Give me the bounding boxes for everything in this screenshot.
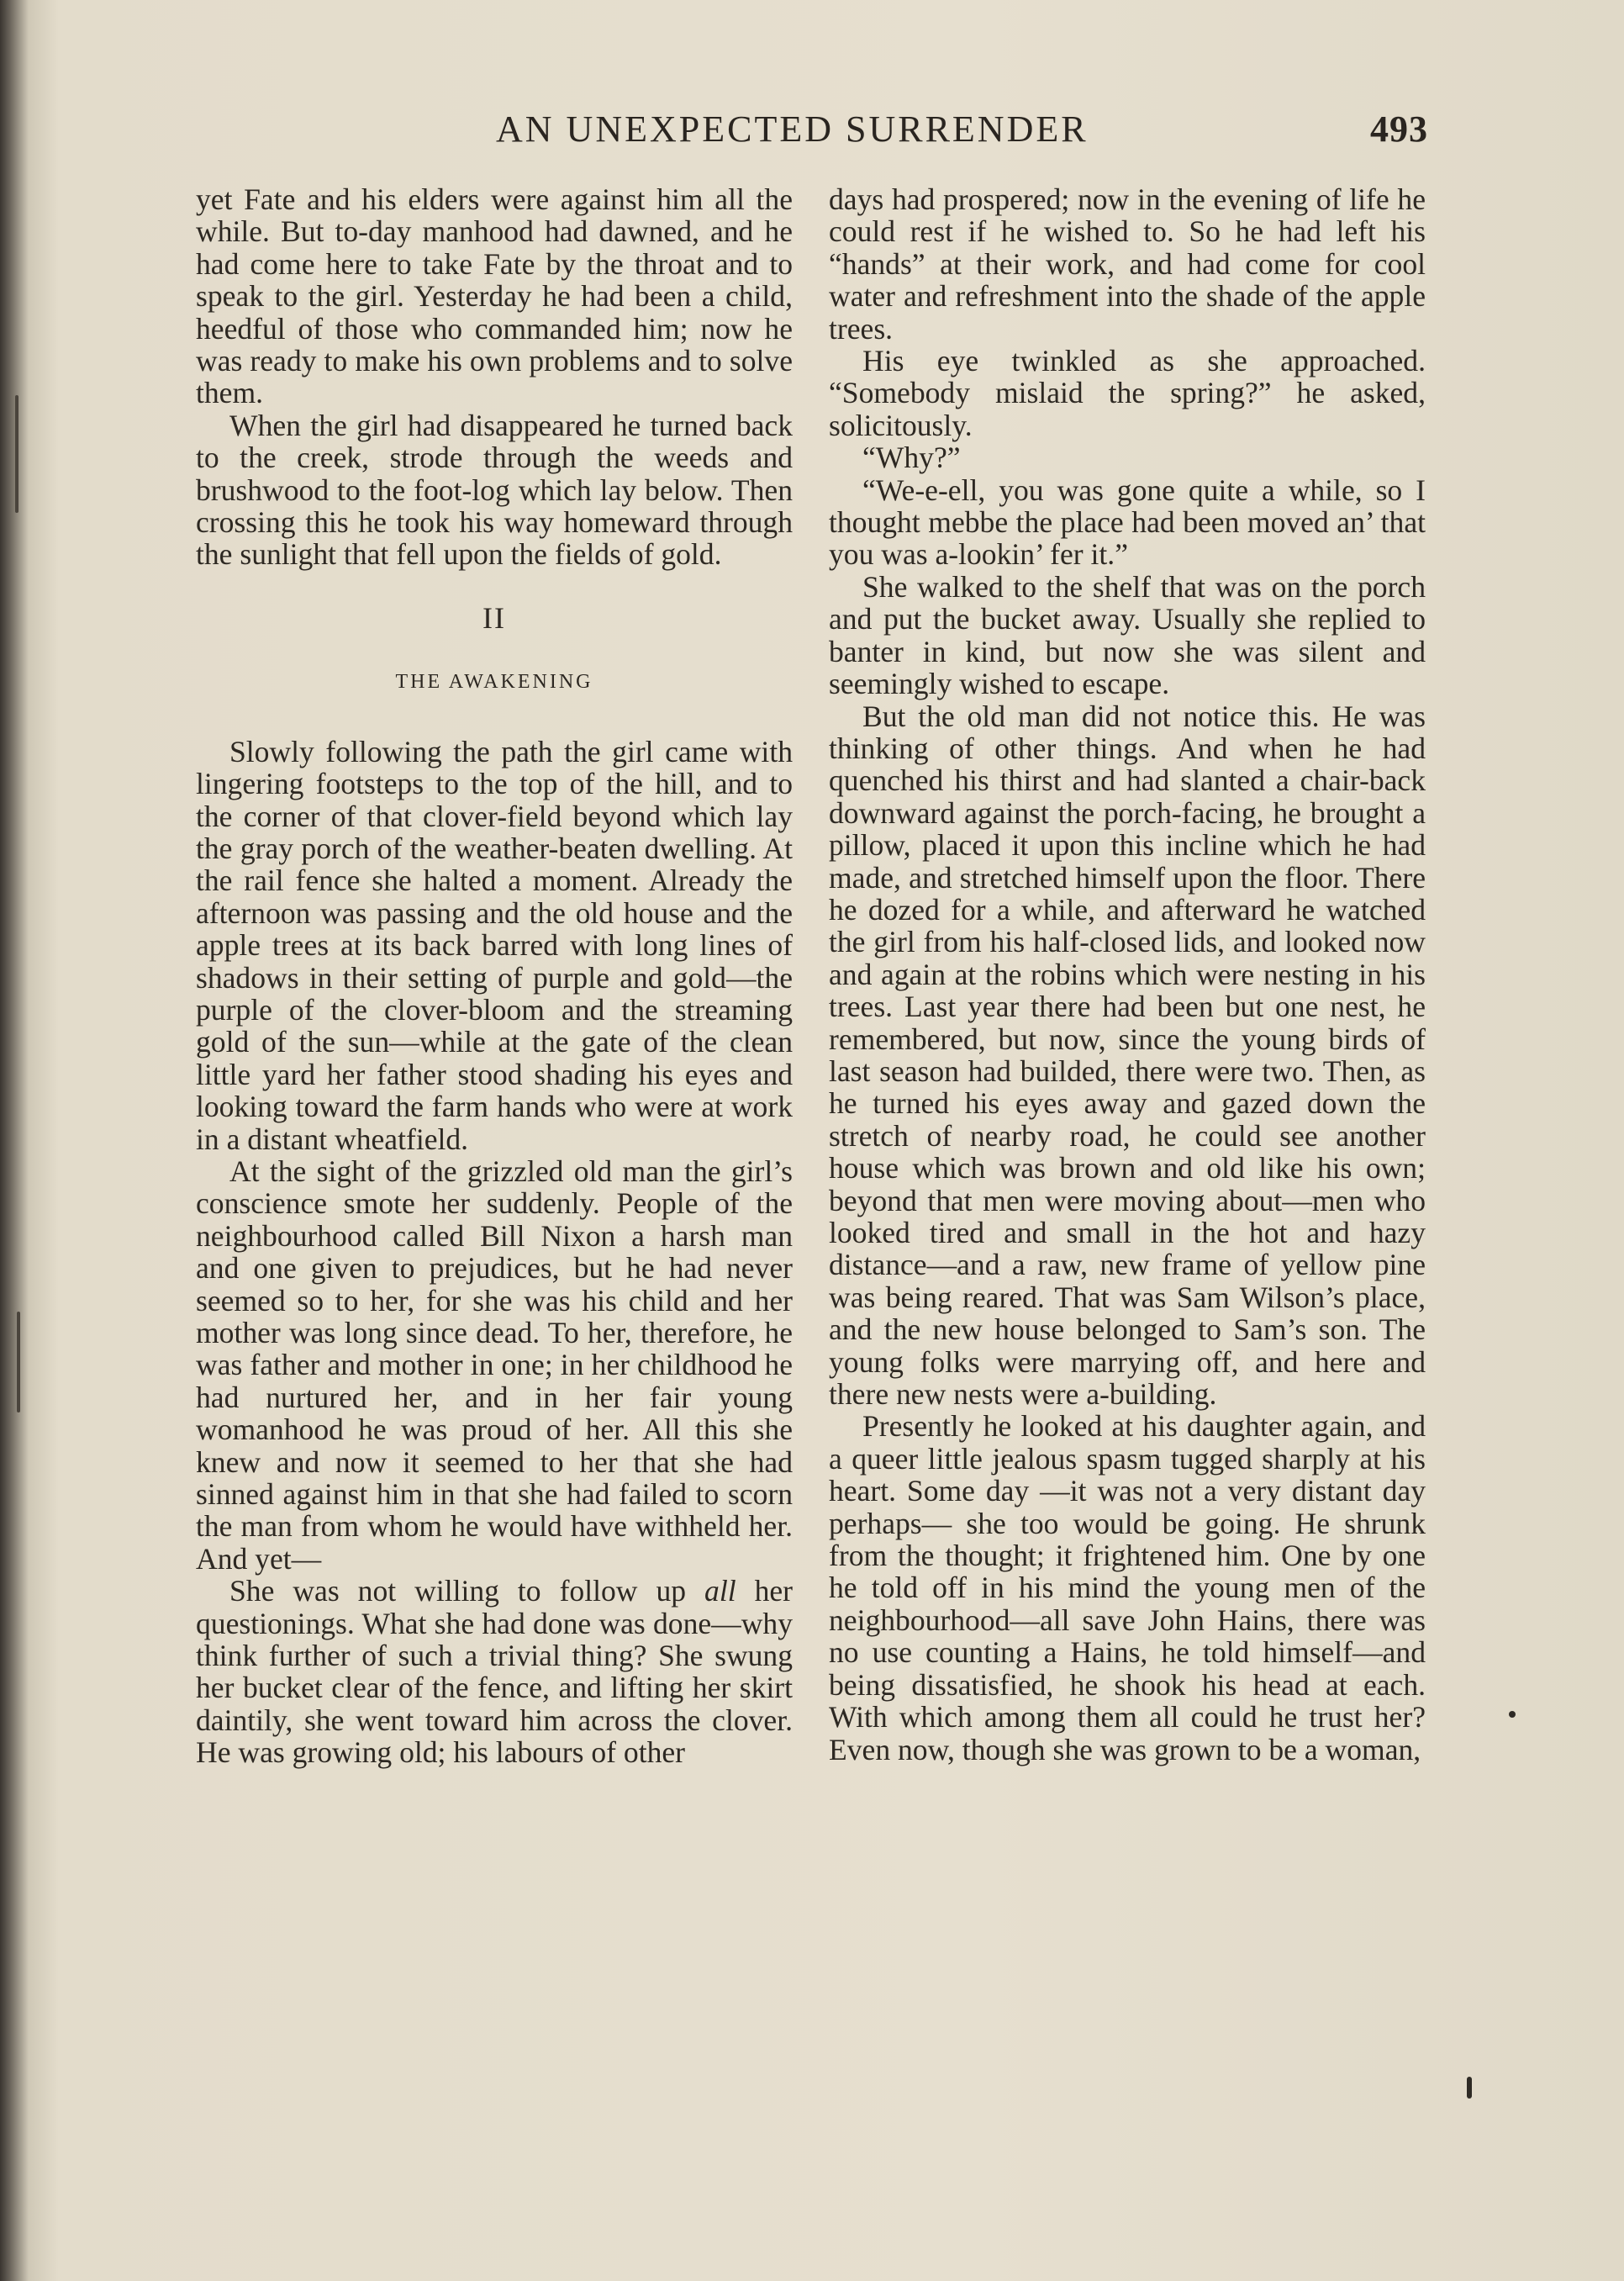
paragraph: “We-e-ell, you was gone quite a while, so I thought mebbe the place had been moved an’ that you was a-lookin’ fer it.” <box>829 473 1426 572</box>
paragraph: When the girl had disappeared he turned back to the creek, strode through the weeds and brushwood to the foot-log which lay below. Then crossing this he took his way homeward through the sunlight that fell upon the fields of gold. <box>196 408 793 572</box>
text-run: her questionings. What she had done was done—why think further of such a trivial thing? She swung her bucket clear of the fence, and lifting her skirt daintily, she went toward him across the clover. He was growing old; his labours of other <box>196 1574 794 1770</box>
paragraph: Presently he looked at his daughter again, and a queer little jealous spasm tugged sharply at his heart. Some day —it was not a very distant day perhaps— she too would be going. He shrunk from the thought; it frightened him. One by one he told off in his mind the young men of the neighbourhood—all save John Hains, there was no use counting a Hains, he told himself—and being dissatisfied, he shook his head at each. With which among them all could he trust her? Even now, though she was grown to be a woman, <box>829 1409 1426 1766</box>
emphasis-text: all <box>704 1574 736 1608</box>
paragraph: But the old man did not notice this. He was thinking of other things. And when he had quenched his thirst and had slanted a chair-back downward against the porch-facing, he brought a pillow, placed it upon this incline which he had made, and stretched himself upon the floor. There he dozed for a while, and afterward he watched the girl from his half-closed lids, and looked now and again at the robins which were nesting in his trees. Last year there had been but one nest, he remembered, but now, since the young birds of last season had builded, there were two. Then, as he turned his eyes away and gazed down the stretch of nearby road, he could see another house which was brown and old like his own; beyond that men were moving about—men who looked tired and small in the hot and hazy distance—and a raw, new frame of yellow pine was being reared. That was Sam Wilson’s place, and the new house belonged to Sam’s son. The young folks were marrying off, and here and there new nests were a-building. <box>829 699 1426 1412</box>
ink-speck <box>15 395 18 513</box>
paragraph: She walked to the shelf that was on the porch and put the bucket away. Usually she replied to banter in kind, but now she was silent and seemingly wished to escape. <box>829 569 1426 701</box>
paragraph: days had prospered; now in the evening of life he could rest if he wished to. So he had left his “hands” at their work, and had come for cool water and refreshment into the shade of the apple trees. <box>829 182 1426 346</box>
paragraph: yet Fate and his elders were against him all the while. But to-day manhood had dawned, and he had come here to take Fate by the throat and to speak to the girl. Yesterday he had been a child, heedful of those who commanded him; now he was ready to make his own problems and to solve them. <box>196 182 793 410</box>
section-title: THE AWAKENING <box>395 671 593 694</box>
ink-speck <box>1467 2077 1472 2099</box>
paragraph: His eye twinkled as she approached. “Somebody mislaid the spring?” he asked, solicitously. <box>829 344 1426 442</box>
left-column <box>196 183 793 1769</box>
paragraph: “Why?” <box>862 441 961 475</box>
running-title: AN UNEXPECTED SURRENDER <box>496 108 1089 150</box>
text-run: She was not willing to follow up <box>229 1574 705 1608</box>
paragraph: Slowly following the path the girl came with lingering footsteps to the top of the hill, and to the corner of that clover-field beyond which lay the gray porch of the weather-beaten dwelling. At the rail fence she halted a moment. Already the afternoon was passing and the old house and the apple trees at its back barred with long lines of shadows in their setting of purple and gold—the purple of the clover-bloom and the streaming gold of the sun—while at the gate of the clean little yard her father stood shading his eyes and looking toward the farm hands who were at work in a distant wheatfield. <box>196 734 793 1156</box>
ink-speck <box>17 1312 20 1412</box>
ink-speck <box>1509 1711 1516 1718</box>
right-column <box>829 183 1426 1766</box>
paragraph <box>196 1575 793 1768</box>
paragraph: At the sight of the grizzled old man the girl’s conscience smote her suddenly. People of the neighbourhood called Bill Nixon a harsh man and one given to prejudices, but he had never seemed so to her, for she was his child and her mother was long since dead. To her, therefore, he was father and mother in one; in her childhood he had nurtured her, and in her fair young womanhood he was proud of her. All this she knew and now it seemed to her that she had sinned against him in that she had failed to scorn the man from whom he would have withheld her. And yet— <box>196 1154 793 1576</box>
page-number: 493 <box>1370 108 1428 150</box>
section-number: II <box>482 600 506 635</box>
